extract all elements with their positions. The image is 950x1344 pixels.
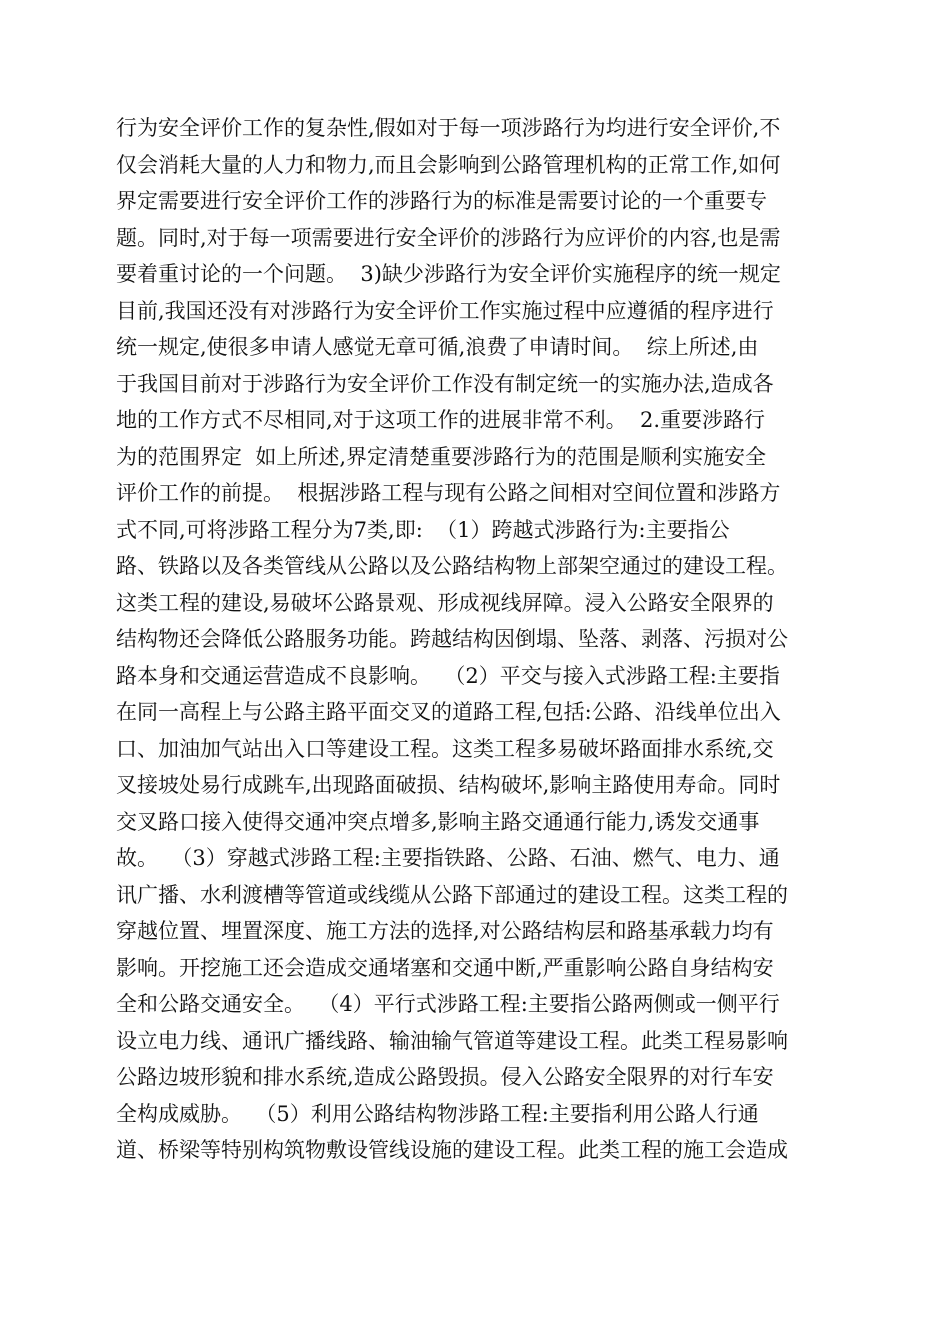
text-line: 统一规定,使很多申请人感觉无章可循,浪费了申请时间。 综上所述,由 [116,335,759,359]
text-line: 地的工作方式不尽相同,对于这项工作的进展非常不利。 2.重要涉路行 [116,408,766,432]
text-line: 目前,我国还没有对涉路行为安全评价工作实施过程中应遵循的程序进行 [116,298,774,323]
text-line: 于我国目前对于涉路行为安全评价工作没有制定统一的实施办法,造成各 [116,371,774,396]
text-line: 全和公路交通安全。 （4）平行式涉路工程:主要指公路两侧或一侧平行 [116,992,780,1016]
text-line: 路、铁路以及各类管线从公路以及公路结构物上部架空通过的建设工程。 [116,554,788,578]
text-line: 讯广播、水利渡槽等管道或线缆从公路下部通过的建设工程。这类工程的 [116,882,788,907]
text-line: 题。同时,对于每一项需要进行安全评价的涉路行为应评价的内容,也是需 [116,225,781,250]
text-line: 要着重讨论的一个问题。 3)缺少涉路行为安全评价实施程序的统一规定 [116,262,781,286]
text-line: 在同一高程上与公路主路平面交叉的道路工程,包括:公路、沿线单位出入 [116,700,781,724]
text-line: 穿越位置、埋置深度、施工方法的选择,对公路结构层和路基承载力均有 [116,919,774,943]
text-line: 影响。开挖施工还会造成交通堵塞和交通中断,严重影响公路自身结构安 [116,955,774,980]
text-line: 这类工程的建设,易破坏公路景观、形成视线屏障。浸入公路安全限界的 [116,590,774,615]
text-line: 仅会消耗大量的人力和物力,而且会影响到公路管理机构的正常工作,如何 [116,152,781,177]
body-text [116,110,836,1169]
text-line: 行为安全评价工作的复杂性,假如对于每一项涉路行为均进行安全评价,不 [116,116,781,140]
text-line: 叉接坡处易行成跳车,出现路面破损、结构破坏,影响主路使用寿命。同时 [116,773,781,797]
text-line: 公路边坡形貌和排水系统,造成公路毁损。侵入公路安全限界的对行车安 [116,1065,774,1089]
text-line: 全构成威胁。 （5）利用公路结构物涉路工程:主要指利用公路人行通 [116,1101,759,1126]
text-line: 故。 （3）穿越式涉路工程:主要指铁路、公路、石油、燃气、电力、通 [116,846,780,870]
text-line: 为的范围界定 如上所述,界定清楚重要涉路行为的范围是顺利实施安全 [116,444,767,469]
text-line: 设立电力线、通讯广播线路、输油输气管道等建设工程。此类工程易影响 [116,1028,788,1053]
text-line: 界定需要进行安全评价工作的涉路行为的标准是需要讨论的一个重要专 [116,189,767,213]
text-line: 路本身和交通运营造成不良影响。 （2）平交与接入式涉路工程:主要指 [116,663,780,688]
text-line: 交叉路口接入使得交通冲突点增多,影响主路交通通行能力,诱发交通事 [116,809,760,834]
text-line: 口、加油加气站出入口等建设工程。这类工程多易破坏路面排水系统,交 [116,736,774,761]
text-line: 式不同,可将涉路工程分为7类,即: （1）跨越式涉路行为:主要指公 [116,517,730,542]
text-line: 道、桥梁等特别构筑物敷设管线设施的建设工程。此类工程的施工会造成 [116,1138,788,1162]
text-line: 评价工作的前提。 根据涉路工程与现有公路之间相对空间位置和涉路方 [116,481,781,505]
text-line: 结构物还会降低公路服务功能。跨越结构因倒塌、坠落、剥落、污损对公 [116,627,788,651]
